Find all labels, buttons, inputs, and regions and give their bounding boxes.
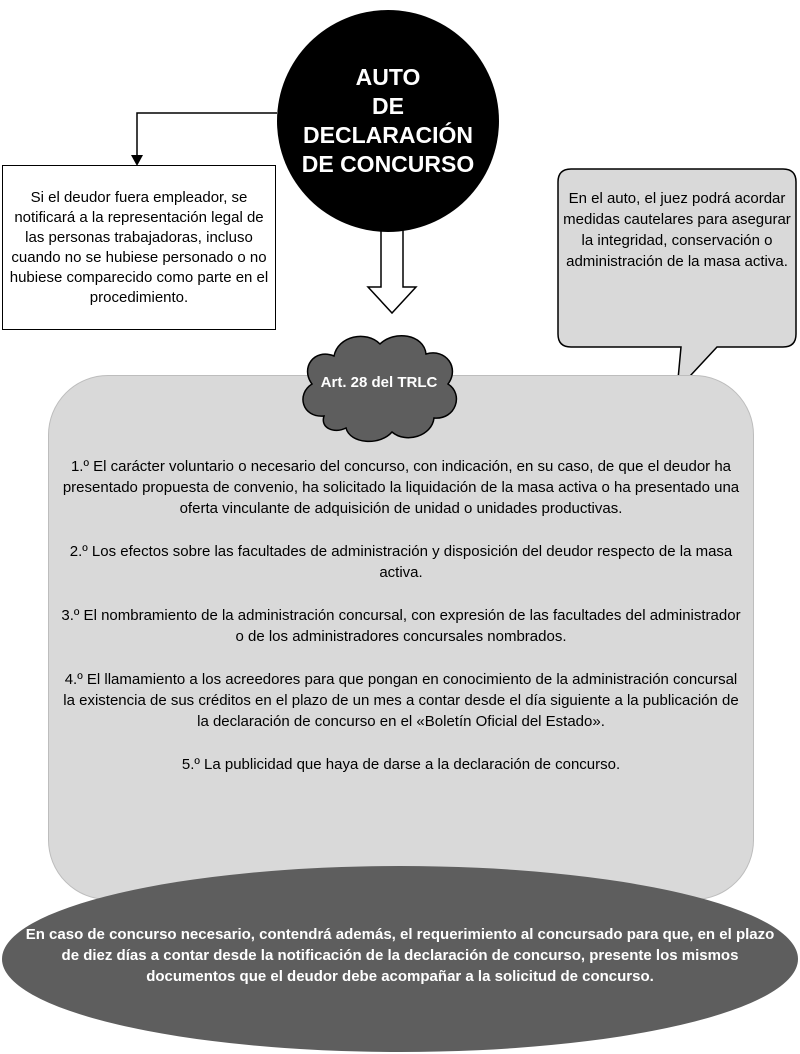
employer-notification-note: [2, 165, 276, 330]
article-item-4: 4.º El llamamiento a los acreedores para que pongan en conocimiento de la administración concursal la existencia de sus créditos en el plazo de un mes a contar desde el día siguiente a la publicación de la declaración de concurso en el «Boletín Oficial del Estado».: [63, 671, 739, 730]
title-circle: [277, 10, 499, 232]
article-item-2: 2.º Los efectos sobre las facultades de administración y disposición del deudor respecto de la masa activa.: [69, 543, 733, 581]
article-item-1: 1.º El carácter voluntario o necesario del concurso, con indicación, en su caso, de que el deudor ha presentado propuesta de convenio, ha solicitado la liquidación de la masa activa o ha presentado una oferta vinculante de adquisición de unidad o unidades productivas.: [62, 458, 740, 517]
employer-notification-text: Si el deudor fuera empleador, se notificará a la representación legal de las personas trabajadoras, incluso cuando no se hubiese personado o no hubiese comparecido como parte en el procedimiento.: [9, 188, 269, 306]
block-arrow-down: [368, 228, 416, 313]
title-line-4: DE CONCURSO: [301, 151, 475, 177]
title-line-1: AUTO: [355, 64, 421, 90]
article-item-5: 5.º La publicidad que haya de darse a la declaración de concurso.: [181, 756, 621, 773]
article-items: [48, 456, 754, 797]
article-label: Art. 28 del TRLC: [320, 374, 438, 391]
title-line-2: DE: [372, 93, 404, 119]
article-item-3: 3.º El nombramiento de la administración concursal, con expresión de las facultades del administrador o de los administradores concursales nombrados.: [61, 607, 741, 645]
elbow-arrow-to-left-note: [131, 113, 277, 166]
precautionary-measures-text: En el auto, el juez podrá acordar medidas cautelares para asegurar la integridad, conservación o administración de la masa activa.: [563, 190, 791, 270]
title-line-3: DECLARACIÓN: [303, 122, 473, 148]
necessary-insolvency-ellipse: [2, 866, 798, 1052]
necessary-insolvency-text: En caso de concurso necesario, contendrá además, el requerimiento al concursado para que, en el plazo de diez días a contar desde la notificación de la declaración de concurso, presente los mismos documentos que el deudor debe acompañar a la solicitud de concurso.: [25, 925, 775, 985]
